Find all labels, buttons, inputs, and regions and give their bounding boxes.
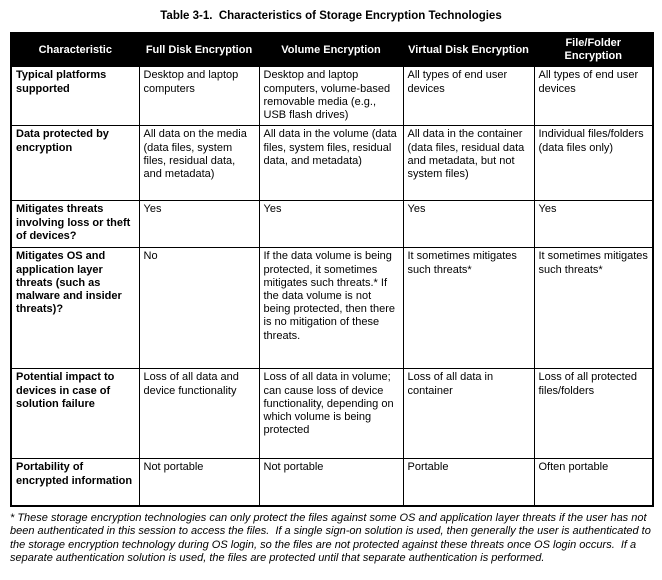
table-cell: Loss of all data and device functionality [139, 369, 259, 459]
table-cell: All data on the media (data files, system files, residual data, and metadata) [139, 126, 259, 201]
column-header-volume: Volume Encryption [259, 33, 403, 67]
table-cell: Not portable [259, 459, 403, 506]
row-header: Mitigates threats involving loss or theft of devices? [11, 201, 139, 248]
table-cell: All data in the container (data files, residual data and metadata, but not system files) [403, 126, 534, 201]
table-cell: It sometimes mitigates such threats* [403, 248, 534, 369]
storage-encryption-table [10, 32, 654, 507]
table-cell: Desktop and laptop computers [139, 67, 259, 126]
table-cell: Yes [534, 201, 653, 248]
header-row [11, 33, 653, 67]
table-footnote: * These storage encryption technologies can only protect the files against some OS and application layer threats if the user has not been authenticated in this session to access the files. If a single sign-on solution is used, then generally the user is authenticated to the storage encryption technology during OS login, so the files are not protected against these threats once OS login occurs. If a separate authentication solution is used, the files are protected until that separate authentication is performed. [10, 511, 654, 565]
table-row-platforms [11, 67, 653, 126]
table-row-data-protected [11, 126, 653, 201]
table-row-impact-failure [11, 369, 653, 459]
table-cell: Desktop and laptop computers, volume-based removable media (e.g., USB flash drives) [259, 67, 403, 126]
table-cell: Often portable [534, 459, 653, 506]
table-cell: Loss of all data in container [403, 369, 534, 459]
table-cell: Not portable [139, 459, 259, 506]
table-cell: Yes [139, 201, 259, 248]
table-title: Table 3-1. Characteristics of Storage Encryption Technologies [160, 10, 502, 22]
row-header: Potential impact to devices in case of solution failure [11, 369, 139, 459]
table-cell: It sometimes mitigates such threats* [534, 248, 653, 369]
table-row-loss-theft [11, 201, 653, 248]
column-header-full-disk: Full Disk Encryption [139, 33, 259, 67]
table-cell: No [139, 248, 259, 369]
table-cell: All types of end user devices [403, 67, 534, 126]
table-cell: All types of end user devices [534, 67, 653, 126]
table-cell: Yes [259, 201, 403, 248]
column-header-file-folder: File/Folder Encryption [534, 33, 653, 67]
row-header: Portability of encrypted information [11, 459, 139, 506]
table-cell: Individual files/folders (data files only) [534, 126, 653, 201]
row-header: Typical platforms supported [11, 67, 139, 126]
table-cell: Loss of all protected files/folders [534, 369, 653, 459]
table-cell: Yes [403, 201, 534, 248]
table-row-os-threats [11, 248, 653, 369]
column-header-characteristic: Characteristic [11, 33, 139, 67]
table-cell: If the data volume is being protected, it sometimes mitigates such threats.* If the data volume is not being protected, then there is no mitigation of these threats. [259, 248, 403, 369]
table-cell: All data in the volume (data files, system files, residual data, and metadata) [259, 126, 403, 201]
column-header-virtual-disk: Virtual Disk Encryption [403, 33, 534, 67]
row-header: Data protected by encryption [11, 126, 139, 201]
table-cell: Portable [403, 459, 534, 506]
table-cell: Loss of all data in volume; can cause loss of device functionality, depending on which volume is being protected [259, 369, 403, 459]
table-row-portability [11, 459, 653, 506]
row-header: Mitigates OS and application layer threats (such as malware and insider threats)? [11, 248, 139, 369]
